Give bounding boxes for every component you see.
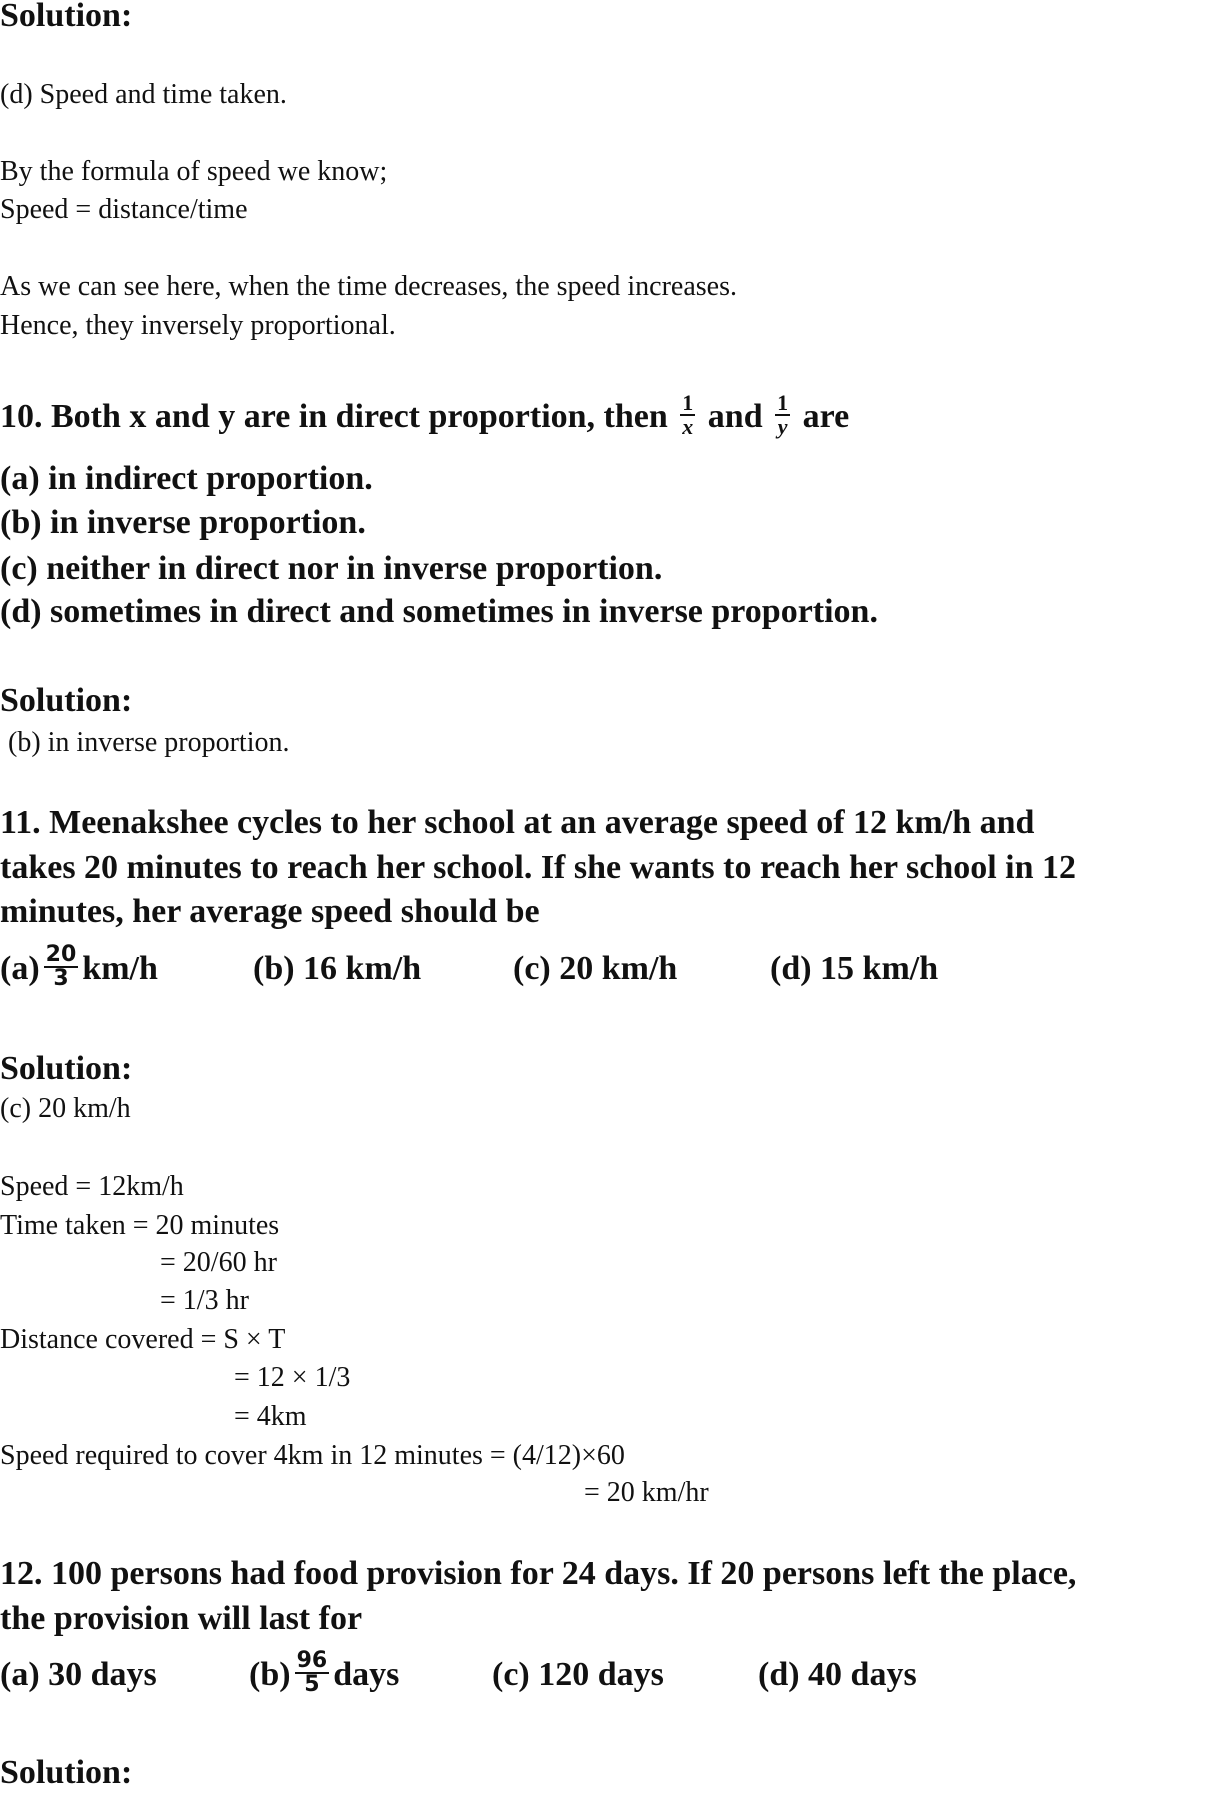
option-c: (c) 120 days xyxy=(492,1656,664,1693)
option-d: (d) 40 days xyxy=(758,1656,917,1693)
option-d: (d) 15 km/h xyxy=(770,950,939,987)
question-text xyxy=(0,390,850,440)
question-text-mid: and xyxy=(707,398,763,435)
solution-heading: Solution: xyxy=(0,0,133,34)
option-label: (b) xyxy=(249,1656,291,1693)
fraction-20-over-3 xyxy=(44,944,79,990)
option-b: (b) 16 km/h xyxy=(253,950,422,987)
numerator: 96 xyxy=(296,1648,328,1674)
denominator: y xyxy=(777,414,788,440)
work-line: Speed = 12km/h xyxy=(0,1171,184,1202)
option-unit: km/h xyxy=(82,950,158,987)
work-line: Distance covered = S × T xyxy=(0,1324,286,1355)
option-b: (b) in inverse proportion. xyxy=(0,504,366,541)
fraction-96-over-5 xyxy=(295,1650,330,1696)
solution-answer: (d) Speed and time taken. xyxy=(0,79,287,110)
option-c: (c) 20 km/h xyxy=(513,950,678,987)
numerator: 1 xyxy=(777,390,789,416)
solution-heading: Solution: xyxy=(0,1754,133,1791)
question-text: the provision will last for xyxy=(0,1600,363,1637)
solution-line: By the formula of speed we know; xyxy=(0,156,388,187)
denominator: 3 xyxy=(53,966,69,992)
option-b xyxy=(249,1648,400,1700)
question-text: 12. 100 persons had food provision for 24 days. If 20 persons left the place, xyxy=(0,1555,1077,1592)
work-line: = 20 km/hr xyxy=(584,1477,709,1508)
option-d: (d) sometimes in direct and sometimes in inverse proportion. xyxy=(0,593,878,630)
solution-heading: Solution: xyxy=(0,682,133,719)
question-text: minutes, her average speed should be xyxy=(0,893,540,930)
work-line: = 12 × 1/3 xyxy=(234,1362,351,1393)
denominator: 5 xyxy=(304,1672,320,1698)
question-text-start: 10. Both x and y are in direct proportion, then xyxy=(0,398,668,435)
option-a xyxy=(0,942,158,994)
option-label: (a) xyxy=(0,950,40,987)
option-a: (a) in indirect proportion. xyxy=(0,460,373,497)
fraction-1-over-y xyxy=(775,392,790,438)
denominator: x xyxy=(682,414,694,440)
option-c: (c) neither in direct nor in inverse proportion. xyxy=(0,550,663,587)
solution-line: Speed = distance/time xyxy=(0,194,248,225)
solution-answer: (c) 20 km/h xyxy=(0,1093,131,1124)
solution-heading: Solution: xyxy=(0,1050,133,1087)
options-row xyxy=(0,942,1231,992)
work-line: = 1/3 hr xyxy=(160,1285,249,1316)
work-line: = 4km xyxy=(234,1401,307,1432)
solution-answer: (b) in inverse proportion. xyxy=(8,727,290,758)
solution-line: Hence, they inversely proportional. xyxy=(0,310,396,341)
work-line: = 20/60 hr xyxy=(160,1247,277,1278)
options-row xyxy=(0,1648,1231,1698)
option-unit: days xyxy=(333,1656,400,1693)
question-text-end: are xyxy=(802,398,850,435)
question-text: 11. Meenakshee cycles to her school at an average speed of 12 km/h and xyxy=(0,804,1035,841)
solution-line: As we can see here, when the time decreases, the speed increases. xyxy=(0,271,737,302)
fraction-1-over-x xyxy=(680,392,695,438)
question-text: takes 20 minutes to reach her school. If she wants to reach her school in 12 xyxy=(0,849,1077,886)
work-line: Time taken = 20 minutes xyxy=(0,1210,280,1241)
option-a: (a) 30 days xyxy=(0,1656,157,1693)
numerator: 20 xyxy=(45,942,77,968)
numerator: 1 xyxy=(682,390,694,416)
work-line: Speed required to cover 4km in 12 minutes = (4/12)×60 xyxy=(0,1440,625,1471)
